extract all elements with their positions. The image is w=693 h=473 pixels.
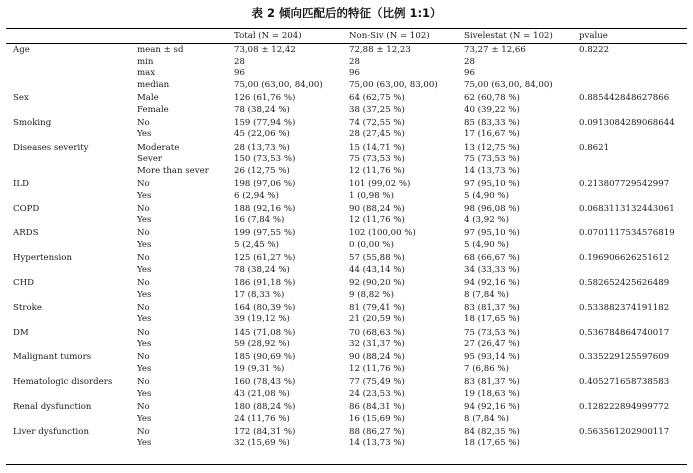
total-cell: 125 (61,27 %) xyxy=(234,253,296,264)
table-row xyxy=(6,43,687,57)
total-cell: 19 (9,31 %) xyxy=(234,363,285,374)
level-cell: No xyxy=(137,377,150,388)
sivelestat-cell: 84 (82,35 %) xyxy=(464,426,520,437)
variable-name: Hypertension xyxy=(13,253,72,264)
table-row xyxy=(6,57,687,69)
sivelestat-cell: 62 (60,78 %) xyxy=(464,92,520,103)
pvalue-cell: 0.128222894999772 xyxy=(579,401,670,412)
table-row xyxy=(6,351,687,364)
variable-name xyxy=(6,57,130,69)
pvalue-cell xyxy=(572,191,687,203)
sivelestat-cell: 8 (7,84 %) xyxy=(464,413,509,424)
pvalue-cell xyxy=(572,414,687,426)
level-cell: Yes xyxy=(137,289,152,300)
table-row xyxy=(6,252,687,265)
total-cell: 78 (38,24 %) xyxy=(234,264,290,275)
table-row xyxy=(6,116,687,129)
pvalue-cell xyxy=(572,57,687,69)
total-cell: 16 (7,84 %) xyxy=(234,215,285,226)
pvalue-cell: 0.533882374191182 xyxy=(579,302,670,313)
variable-name xyxy=(6,68,130,80)
level-cell: No xyxy=(137,253,150,264)
variable-name: Liver dysfunction xyxy=(13,426,89,437)
level-cell: No xyxy=(137,178,150,189)
variable-name xyxy=(6,215,130,227)
sivelestat-cell: 68 (66,67 %) xyxy=(464,253,520,264)
non-siv-cell: 77 (75,49 %) xyxy=(349,377,405,388)
non-siv-cell: 0 (0,00 %) xyxy=(349,240,394,251)
level-cell: Yes xyxy=(137,129,152,140)
variable-name xyxy=(6,105,130,117)
sivelestat-cell: 75 (73,53 %) xyxy=(464,154,520,165)
variable-name: Age xyxy=(13,45,30,55)
variable-name xyxy=(6,191,130,203)
level-cell: No xyxy=(137,401,150,412)
sivelestat-cell: 27 (26,47 %) xyxy=(464,339,520,350)
table-row xyxy=(6,129,687,141)
variable-name xyxy=(6,290,130,302)
non-siv-cell: 32 (31,37 %) xyxy=(349,339,405,350)
sivelestat-cell: 83 (81,37 %) xyxy=(464,377,520,388)
sivelestat-cell: 40 (39,22 %) xyxy=(464,104,520,115)
sivelestat-cell: 97 (95,10 %) xyxy=(464,228,520,239)
total-cell: 28 xyxy=(234,56,245,67)
non-siv-cell: 15 (14,71 %) xyxy=(349,142,405,153)
variable-name: ARDS xyxy=(13,228,39,239)
non-siv-cell: 90 (88,24 %) xyxy=(349,203,405,214)
sivelestat-cell: 5 (4,90 %) xyxy=(464,240,509,251)
level-cell: Yes xyxy=(137,240,152,251)
variable-name xyxy=(6,314,130,326)
sivelestat-cell: 75,00 (63,00, 84,00) xyxy=(464,79,553,90)
non-siv-cell: 12 (11,76 %) xyxy=(349,165,405,176)
non-siv-cell: 24 (23,53 %) xyxy=(349,388,405,399)
table-row xyxy=(6,414,687,426)
pvalue-cell: 0.405271658738583 xyxy=(579,377,670,388)
level-cell: Yes xyxy=(137,363,152,374)
non-siv-cell: 75,00 (63,00, 83,00) xyxy=(349,79,438,90)
total-cell: 150 (73,53 %) xyxy=(234,154,296,165)
level-cell: No xyxy=(137,203,150,214)
pvalue-cell: 0.0683113132443061 xyxy=(579,203,675,214)
variable-name: Hematologic disorders xyxy=(13,377,113,388)
header-level xyxy=(130,30,227,43)
table-row xyxy=(6,91,687,104)
level-cell: Yes xyxy=(137,190,152,201)
level-cell: No xyxy=(137,117,150,128)
table-row xyxy=(6,326,687,339)
table-row xyxy=(6,166,687,178)
variable-name xyxy=(6,339,130,351)
pvalue-cell xyxy=(572,215,687,227)
non-siv-cell: 102 (100,00 %) xyxy=(349,228,416,239)
total-cell: 199 (97,55 %) xyxy=(234,228,296,239)
sivelestat-cell: 4 (3,92 %) xyxy=(464,215,509,226)
level-cell: No xyxy=(137,278,150,289)
pvalue-cell: 0.536784864740017 xyxy=(579,327,670,338)
non-siv-cell: 12 (11,76 %) xyxy=(349,363,405,374)
pvalue-cell xyxy=(572,389,687,401)
characteristics-table xyxy=(6,30,687,450)
table-row xyxy=(6,177,687,190)
table-caption: 表 2 倾向匹配后的特征（比例 1:1） xyxy=(251,6,442,20)
level-cell: Male xyxy=(137,92,159,103)
header-pvalue: pvalue xyxy=(579,30,608,41)
level-cell: Yes xyxy=(137,438,152,449)
sivelestat-cell: 75 (73,53 %) xyxy=(464,327,520,338)
pvalue-cell xyxy=(572,68,687,80)
variable-name xyxy=(6,129,130,141)
sivelestat-cell: 34 (33,33 %) xyxy=(464,264,520,275)
total-cell: 185 (90,69 %) xyxy=(234,352,296,363)
total-cell: 73,08 ± 12,42 xyxy=(234,45,296,55)
pvalue-cell: 0.0913084289068644 xyxy=(579,117,675,128)
level-cell: Yes xyxy=(137,339,152,350)
level-cell: Yes xyxy=(137,388,152,399)
sivelestat-cell: 94 (92,16 %) xyxy=(464,401,520,412)
non-siv-cell: 96 xyxy=(349,68,360,79)
table-row xyxy=(6,400,687,413)
table-row xyxy=(6,438,687,450)
pvalue-cell xyxy=(572,339,687,351)
variable-name: DM xyxy=(13,327,29,338)
pvalue-cell: 0.335229125597609 xyxy=(579,352,670,363)
variable-name xyxy=(6,80,130,92)
level-cell: No xyxy=(137,228,150,239)
sivelestat-cell: 85 (83,33 %) xyxy=(464,117,520,128)
total-cell: 180 (88,24 %) xyxy=(234,401,296,412)
table-row xyxy=(6,80,687,92)
sivelestat-cell: 19 (18,63 %) xyxy=(464,388,520,399)
non-siv-cell: 57 (55,88 %) xyxy=(349,253,405,264)
header-non-siv: Non-Siv (N = 102) xyxy=(349,30,430,41)
variable-name: Smoking xyxy=(13,117,52,128)
non-siv-cell: 90 (88,24 %) xyxy=(349,352,405,363)
non-siv-cell: 70 (68,63 %) xyxy=(349,327,405,338)
pvalue-cell: 0.0701117534576819 xyxy=(579,228,675,239)
table-row xyxy=(6,389,687,401)
non-siv-cell: 44 (43,14 %) xyxy=(349,264,405,275)
header-variable xyxy=(6,30,130,43)
total-cell: 188 (92,16 %) xyxy=(234,203,296,214)
total-cell: 32 (15,69 %) xyxy=(234,438,290,449)
non-siv-cell: 72,88 ± 12,23 xyxy=(349,45,411,55)
variable-name: Diseases severity xyxy=(13,142,89,153)
non-siv-cell: 64 (62,75 %) xyxy=(349,92,405,103)
level-cell: No xyxy=(137,352,150,363)
pvalue-cell: 0.563561202900117 xyxy=(579,426,670,437)
total-cell: 159 (77,94 %) xyxy=(234,117,296,128)
non-siv-cell: 16 (15,69 %) xyxy=(349,413,405,424)
sivelestat-cell: 18 (17,65 %) xyxy=(464,438,520,449)
sivelestat-cell: 73,27 ± 12,66 xyxy=(464,45,526,55)
non-siv-cell: 28 (27,45 %) xyxy=(349,129,405,140)
level-cell: min xyxy=(137,56,154,67)
total-cell: 5 (2,45 %) xyxy=(234,240,279,251)
sivelestat-cell: 8 (7,84 %) xyxy=(464,289,509,300)
pvalue-cell xyxy=(572,438,687,450)
total-cell: 96 xyxy=(234,68,245,79)
sivelestat-cell: 95 (93,14 %) xyxy=(464,352,520,363)
total-cell: 198 (97,06 %) xyxy=(234,178,296,189)
sivelestat-cell: 94 (92,16 %) xyxy=(464,278,520,289)
pvalue-cell: 0.582652425626489 xyxy=(579,278,670,289)
variable-name: Malignant tumors xyxy=(13,352,92,363)
non-siv-cell: 74 (72,55 %) xyxy=(349,117,405,128)
table-row xyxy=(6,240,687,252)
level-cell: mean ± sd xyxy=(137,45,184,55)
table-row xyxy=(6,290,687,302)
table-row xyxy=(6,215,687,227)
non-siv-cell: 28 xyxy=(349,56,360,67)
variable-name xyxy=(6,389,130,401)
sivelestat-cell: 83 (81,37 %) xyxy=(464,302,520,313)
table-row xyxy=(6,227,687,240)
level-cell: No xyxy=(137,327,150,338)
non-siv-cell: 38 (37,25 %) xyxy=(349,104,405,115)
level-cell: Moderate xyxy=(137,142,180,153)
variable-name xyxy=(6,166,130,178)
header-row xyxy=(6,30,687,43)
bottom-rule xyxy=(6,464,687,465)
variable-name: Sex xyxy=(13,92,29,103)
level-cell: Sever xyxy=(137,154,163,165)
non-siv-cell: 81 (79,41 %) xyxy=(349,302,405,313)
pvalue-cell: 0.8222 xyxy=(579,45,610,55)
sivelestat-cell: 98 (96,08 %) xyxy=(464,203,520,214)
pvalue-cell: 0.196906626251612 xyxy=(579,253,670,264)
table-row xyxy=(6,154,687,166)
pvalue-cell xyxy=(572,364,687,376)
pvalue-cell xyxy=(572,154,687,166)
variable-name xyxy=(6,154,130,166)
variable-name xyxy=(6,438,130,450)
sivelestat-cell: 7 (6,86 %) xyxy=(464,363,509,374)
total-cell: 160 (78,43 %) xyxy=(234,377,296,388)
total-cell: 24 (11,76 %) xyxy=(234,413,290,424)
pvalue-cell xyxy=(572,166,687,178)
total-cell: 172 (84,31 %) xyxy=(234,426,296,437)
non-siv-cell: 101 (99,02 %) xyxy=(349,178,411,189)
sivelestat-cell: 18 (17,65 %) xyxy=(464,314,520,325)
table-row xyxy=(6,105,687,117)
variable-name: CHD xyxy=(13,278,34,289)
sivelestat-cell: 97 (95,10 %) xyxy=(464,178,520,189)
level-cell: No xyxy=(137,426,150,437)
table-row xyxy=(6,191,687,203)
total-cell: 39 (19,12 %) xyxy=(234,314,290,325)
total-cell: 17 (8,33 %) xyxy=(234,289,285,300)
variable-name: Renal dysfunction xyxy=(13,401,92,412)
pvalue-cell: 0.8621 xyxy=(579,142,610,153)
variable-name xyxy=(6,265,130,277)
non-siv-cell: 88 (86,27 %) xyxy=(349,426,405,437)
level-cell: max xyxy=(137,68,156,79)
level-cell: median xyxy=(137,79,170,90)
level-cell: Yes xyxy=(137,215,152,226)
table-row xyxy=(6,276,687,289)
non-siv-cell: 1 (0,98 %) xyxy=(349,190,394,201)
variable-name: Stroke xyxy=(13,302,42,313)
sivelestat-cell: 96 xyxy=(464,68,475,79)
table-row xyxy=(6,376,687,389)
sivelestat-cell: 13 (12,75 %) xyxy=(464,142,520,153)
pvalue-cell xyxy=(572,265,687,277)
level-cell: More than sever xyxy=(137,165,209,176)
level-cell: Yes xyxy=(137,314,152,325)
variable-name: COPD xyxy=(13,203,40,214)
sivelestat-cell: 14 (13,73 %) xyxy=(464,165,520,176)
header-sivelestat: Sivelestat (N = 102) xyxy=(464,30,553,41)
variable-name xyxy=(6,364,130,376)
total-cell: 59 (28,92 %) xyxy=(234,339,290,350)
non-siv-cell: 9 (8,82 %) xyxy=(349,289,394,300)
non-siv-cell: 21 (20,59 %) xyxy=(349,314,405,325)
level-cell: Female xyxy=(137,104,169,115)
non-siv-cell: 12 (11,76 %) xyxy=(349,215,405,226)
table-body xyxy=(6,43,687,450)
non-siv-cell: 86 (84,31 %) xyxy=(349,401,405,412)
sivelestat-cell: 17 (16,67 %) xyxy=(464,129,520,140)
table-row xyxy=(6,202,687,215)
pvalue-cell xyxy=(572,314,687,326)
total-cell: 45 (22,06 %) xyxy=(234,129,290,140)
total-cell: 78 (38,24 %) xyxy=(234,104,290,115)
sivelestat-cell: 28 xyxy=(464,56,475,67)
level-cell: Yes xyxy=(137,413,152,424)
pvalue-cell xyxy=(572,240,687,252)
pvalue-cell: 0.885442848627866 xyxy=(579,92,670,103)
sivelestat-cell: 5 (4,90 %) xyxy=(464,190,509,201)
total-cell: 6 (2,94 %) xyxy=(234,190,279,201)
variable-name xyxy=(6,414,130,426)
total-cell: 164 (80,39 %) xyxy=(234,302,296,313)
pvalue-cell xyxy=(572,129,687,141)
level-cell: No xyxy=(137,302,150,313)
non-siv-cell: 14 (13,73 %) xyxy=(349,438,405,449)
total-cell: 186 (91,18 %) xyxy=(234,278,296,289)
table-row xyxy=(6,301,687,314)
non-siv-cell: 75 (73,53 %) xyxy=(349,154,405,165)
pvalue-cell xyxy=(572,80,687,92)
total-cell: 126 (61,76 %) xyxy=(234,92,296,103)
table-row xyxy=(6,68,687,80)
non-siv-cell: 92 (90,20 %) xyxy=(349,278,405,289)
header-total: Total (N = 204) xyxy=(234,30,302,41)
pvalue-cell: 0.213807729542997 xyxy=(579,178,670,189)
total-cell: 43 (21,08 %) xyxy=(234,388,290,399)
table-row xyxy=(6,339,687,351)
total-cell: 75,00 (63,00, 84,00) xyxy=(234,79,323,90)
total-cell: 145 (71,08 %) xyxy=(234,327,296,338)
table-row xyxy=(6,364,687,376)
table-row xyxy=(6,265,687,277)
total-cell: 26 (12,75 %) xyxy=(234,165,290,176)
variable-name: ILD xyxy=(13,178,29,189)
total-cell: 28 (13,73 %) xyxy=(234,142,290,153)
variable-name xyxy=(6,240,130,252)
pvalue-cell xyxy=(572,290,687,302)
level-cell: Yes xyxy=(137,264,152,275)
table-row xyxy=(6,141,687,154)
table-row xyxy=(6,314,687,326)
table-row xyxy=(6,425,687,438)
pvalue-cell xyxy=(572,105,687,117)
